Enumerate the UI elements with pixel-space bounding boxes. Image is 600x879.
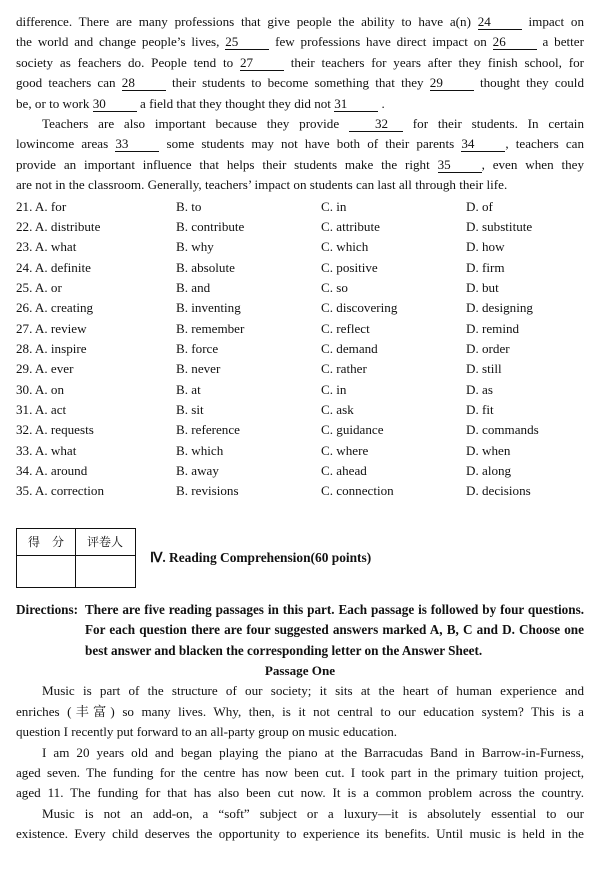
blank-25: 25	[225, 35, 269, 50]
option-row-31	[16, 400, 584, 420]
blank-30: 30	[93, 97, 137, 112]
cloze-line: difference. There are many professions that give people the ability to have a(n) 24 impact on	[16, 14, 584, 29]
option-d: D. substitute	[466, 219, 533, 234]
option-row-25	[16, 278, 584, 298]
option-d: D. when	[466, 442, 511, 458]
option-b: B. inventing	[176, 300, 241, 316]
option-c: C. in	[321, 381, 347, 397]
option-d: D. of	[466, 198, 493, 214]
option-c: C. connection	[321, 483, 394, 499]
passage-line: aged 11. The funding for that has also been cut now. It is a common problem across the country.	[16, 785, 584, 801]
option-a: 34. A. around	[16, 463, 88, 479]
option-row-24	[16, 258, 584, 278]
option-d: D. order	[466, 341, 510, 357]
option-c: C. reflect	[321, 320, 370, 336]
section-title: Ⅳ. Reading Comprehension(60 points)	[150, 549, 372, 565]
option-a: 35. A. correction	[16, 483, 104, 499]
option-row-26	[16, 298, 584, 318]
option-row-29	[16, 359, 584, 379]
reviewer-label: 评卷人	[86, 534, 123, 549]
option-a: 29. A. ever	[16, 361, 74, 377]
option-b: B. force	[176, 341, 219, 357]
directions-label: Directions:	[16, 601, 79, 617]
option-a: 31. A. act	[16, 402, 67, 418]
cloze-line: good teachers can 28 their students to become something that they 29 thought they could	[16, 75, 584, 91]
option-c: C. where	[321, 442, 369, 458]
blank-31: 31	[334, 97, 378, 112]
passage-line: existence. Every child deserves the opportunity to experience its benefits. Until music is held in the	[16, 826, 584, 842]
score-box-divider	[17, 555, 135, 556]
option-b: B. and	[176, 280, 211, 296]
cloze-line: society as feachers do. People tend to 27 their teachers for years after they finish school, for	[16, 54, 585, 70]
blank-33: 33	[115, 137, 159, 152]
option-a: 28. A. inspire	[16, 341, 87, 357]
option-row-21	[16, 197, 584, 217]
option-c: C. so	[321, 280, 348, 296]
option-b: B. contribute	[176, 219, 245, 234]
option-d: D. as	[466, 381, 493, 397]
option-a: 21. A. for	[16, 198, 67, 214]
passage-line: I am 20 years old and began playing the piano at the Barracudas Band in Barrow-in-Furness,	[42, 744, 584, 760]
option-row-28	[16, 339, 584, 359]
option-d: D. still	[466, 361, 502, 377]
option-row-33	[16, 441, 584, 461]
passage-line: enriches (丰富) so many lives. Why, then, is it not central to our education system? This is a	[16, 703, 584, 719]
option-b: B. remember	[176, 320, 245, 336]
option-d: D. decisions	[466, 483, 531, 499]
directions-text: There are five reading passages in this part. Each passage is followed by four questions. For each question there are four suggested answers marked A, B, C and D. Choose one best answer and blacken the corresponding letter on the Answer Sheet.	[85, 601, 584, 658]
cloze-line: be, or to work 30 a field that they thought they did not 31 .	[16, 95, 385, 111]
option-a: 27. A. review	[16, 320, 87, 336]
option-c: C. guidance	[321, 422, 384, 438]
answer-options	[16, 197, 584, 502]
cloze-line: are not in the classroom. Generally, teachers’ impact on students can last all through their life.	[16, 177, 508, 193]
option-a: 25. A. or	[16, 280, 62, 296]
option-c: C. ask	[321, 402, 354, 418]
blank-27: 27	[240, 56, 284, 71]
blank-26: 26	[493, 35, 537, 50]
option-b: B. revisions	[176, 483, 239, 499]
option-b: B. absolute	[176, 259, 235, 275]
option-row-34	[16, 461, 584, 481]
option-a: 30. A. on	[16, 381, 65, 397]
option-b: B. away	[176, 463, 219, 479]
option-c: C. positive	[321, 259, 378, 275]
blank-28: 28	[122, 76, 166, 91]
option-b: B. never	[176, 361, 221, 377]
option-d: D. fit	[466, 402, 494, 418]
option-d: D. how	[466, 239, 505, 255]
blank-34: 34	[461, 137, 505, 152]
cloze-line: lowincome areas 33 some students may not have both of their parents 34 , teachers can	[16, 136, 584, 152]
option-d: D. firm	[466, 259, 505, 275]
cloze-line: Teachers are also important because they provide 32 for their students. In certain	[42, 116, 584, 132]
option-c: C. rather	[321, 361, 367, 377]
option-c: C. in	[321, 198, 347, 214]
option-d: D. designing	[466, 300, 533, 316]
cloze-line: the world and change people’s lives, 25 few professions have direct impact on 26 a better	[16, 34, 584, 50]
passage-line: Music is part of the structure of our society; it sits at the heart of human experience and	[42, 683, 584, 699]
score-label: 得 分	[27, 534, 64, 549]
option-d: D. remind	[466, 320, 520, 336]
option-row-35	[16, 481, 584, 501]
option-b: B. reference	[176, 422, 240, 438]
option-b: B. which	[176, 442, 224, 458]
option-c: C. ahead	[321, 463, 367, 479]
blank-32: 32	[349, 117, 403, 132]
option-row-30	[16, 380, 584, 400]
option-d: D. but	[466, 280, 499, 296]
cloze-line: provide an important influence that helps their students make the right 35 , even when they	[16, 156, 585, 172]
passage-line: Music is not an add-on, a “soft” subject or a luxury—it is absolutely essential to our	[42, 805, 584, 821]
option-row-22	[16, 217, 584, 237]
option-d: D. along	[466, 463, 512, 479]
blank-24: 24	[478, 15, 522, 30]
section-header	[16, 528, 584, 588]
option-b: B. sit	[176, 402, 204, 418]
option-a: 24. A. definite	[16, 259, 91, 275]
option-row-32	[16, 420, 584, 440]
option-c: C. demand	[321, 341, 378, 357]
option-d: D. commands	[466, 422, 539, 438]
option-a: 33. A. what	[16, 442, 77, 458]
option-a: 26. A. creating	[16, 300, 94, 316]
option-a: 23. A. what	[16, 239, 77, 255]
option-row-23	[16, 237, 584, 257]
option-a: 22. A. distribute	[16, 219, 101, 234]
option-a: 32. A. requests	[16, 422, 94, 438]
blank-35: 35	[438, 158, 482, 173]
option-row-27	[16, 319, 584, 339]
score-box	[16, 528, 136, 588]
option-c: C. which	[321, 239, 369, 255]
option-b: B. at	[176, 381, 201, 397]
passage-title: Passage One	[264, 663, 336, 679]
directions	[16, 600, 584, 661]
option-b: B. why	[176, 239, 214, 255]
exam-page	[16, 12, 584, 845]
option-c: C. discovering	[321, 300, 398, 316]
passage-line: question I recently put forward to an all-party group on music education.	[16, 724, 398, 740]
blank-29: 29	[430, 76, 474, 91]
option-c: C. attribute	[321, 219, 380, 234]
passage-line: aged seven. The funding for the centre has now been cut. I took part in the primary tuition project,	[16, 765, 584, 781]
option-b: B. to	[176, 198, 202, 214]
